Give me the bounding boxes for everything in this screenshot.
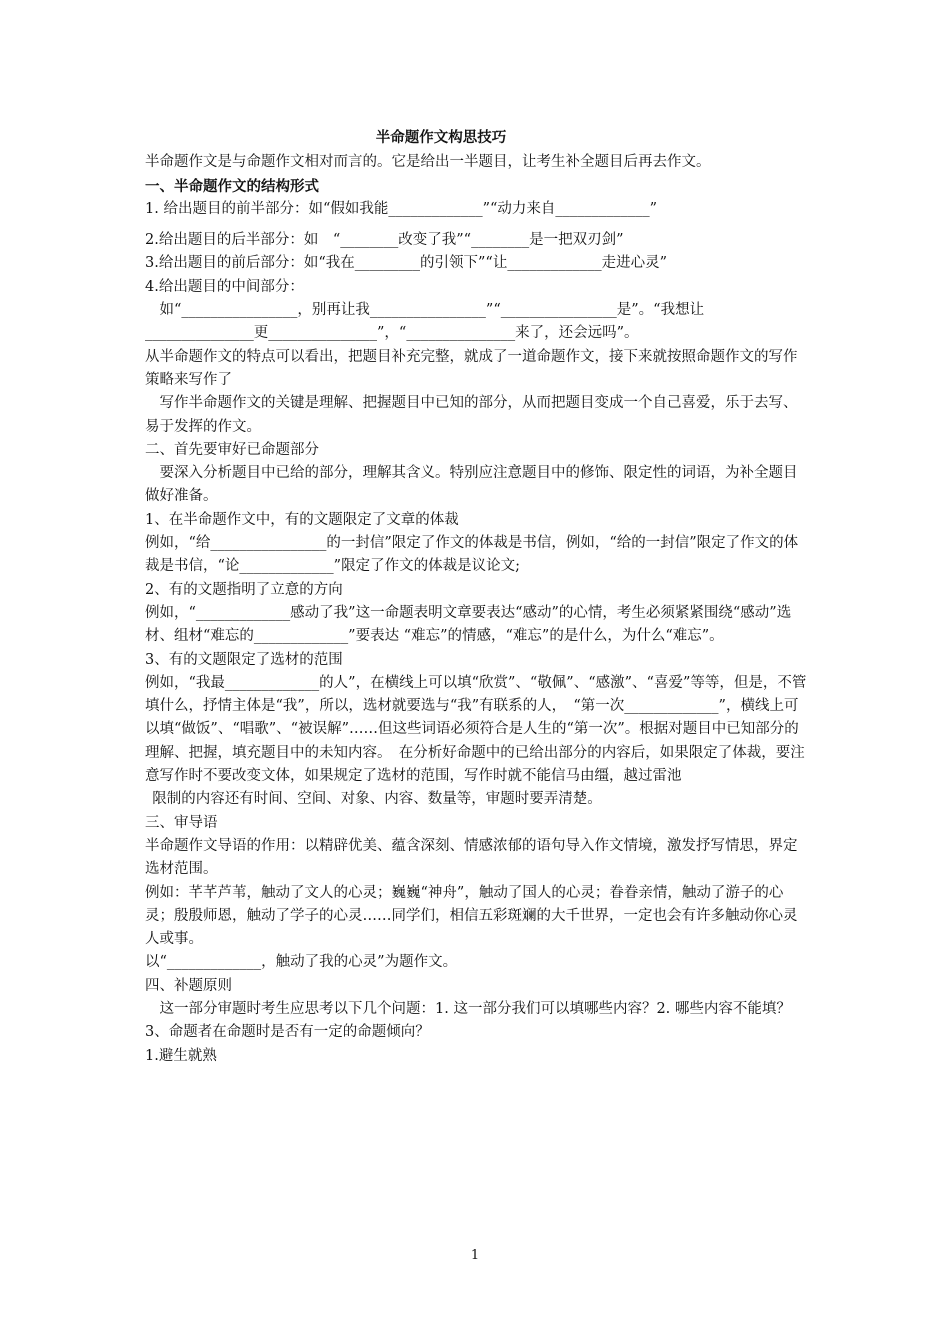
paragraph: 一、半命题作文的结构形式: [145, 177, 319, 195]
paragraph: 1.避生就熟: [145, 1047, 217, 1064]
paragraph: 这一部分审题时考生应思考以下几个问题：1. 这一部分我们可以填哪些内容？2. 哪些内容不能填？3、命题者在命题时是否有一定的命题倾向？: [145, 1000, 791, 1041]
paragraph: 二、首先要审好已命题部分: [145, 441, 319, 458]
paragraph: 2.给出题目的后半部分：如 “________改变了我”“________是一把双刃剑”: [145, 232, 624, 249]
paragraph: 例如，“_____________感动了我”这一命题表明文章要表达“感动”的心情，考生必须紧紧围绕“感动”选材、组材“难忘的_____________”要表达 “难忘”的情感，“难忘”的是什么，为什么“难忘”。: [145, 604, 792, 645]
paragraph: 半命题作文是与命题作文相对而言的。它是给出一半题目，让考生补全题目后再去作文。: [145, 154, 711, 171]
paragraph: 要深入分析题目中已给的部分，理解其含义。特别应注意题目中的修饰、限定性的词语，为补全题目做好准备。: [145, 465, 798, 505]
paragraph: 如“________________，别再让我________________”“________________是”。“我想让_______________更_______________”，“_______________来了，还会远吗”。: [145, 302, 705, 342]
paragraph: 写作半命题作文的关键是理解、把握题目中已知的部分，从而把题目变成一个自己喜爱，乐于去写、易于发挥的作文。: [145, 395, 798, 435]
paragraph: 4.给出题目的中间部分：: [145, 278, 304, 295]
paragraph: 以“_____________，触动了我的心灵”为题作文。: [145, 954, 458, 971]
paragraph: 例如，“给________________的一封信”限定了作文的体裁是书信，例如，“给的一封信”限定了作文的体裁是书信，“论_____________”限定了作文的体裁是议论文;: [145, 535, 799, 575]
page-number: 1: [470, 1248, 480, 1263]
paragraph: 四、补题原则: [145, 977, 232, 994]
paragraph: 1、在半命题作文中，有的文题限定了文章的体裁: [145, 511, 459, 528]
paragraph: 3、有的文题限定了选材的范围: [145, 651, 343, 668]
paragraph: 2、有的文题指明了立意的方向: [145, 581, 343, 598]
paragraph: 从半命题作文的特点可以看出，把题目补充完整，就成了一道命题作文，接下来就按照命题作文的写作策略来写作了: [145, 348, 798, 388]
paragraph-list: [145, 151, 807, 1068]
paragraph: 半命题作文导语的作用：以精辟优美、蕴含深刻、情感浓郁的语句导入作文情境，激发抒写情思，界定选材范围。: [145, 837, 798, 878]
paragraph: 例如：芊芊芦苇，触动了文人的心灵；巍巍“神舟”，触动了国人的心灵；眷眷亲情，触动了游子的心灵；殷殷师恩，触动了学子的心灵……同学们，相信五彩斑斓的大千世界，一定也会有许多触动你心灵人或事。: [145, 884, 798, 948]
paragraph: 3.给出题目的前后部分：如“我在_________的引领下”“让_____________走进心灵”: [145, 255, 667, 272]
paragraph: 例如，“我最_____________的人”，在横线上可以填“欣赏”、“敬佩”、“感激”、“喜爱”等等，但是，不管填什么，抒情主体是“我”，所以，选材就要选与“我”有联系的人， “第一次_____________”，横线上可以填“做饭”、“唱歌”、“被误解”……但这些词语必须符合是人生的“第一次”。根据对题目中已知部分的理解、把握，填充题目中的未知内容。 在分析好命题中的已给出部分的内容后，如果限定了体裁，要注意写作时不要改变文体，如果规定了选材的范围，写作时就不能信马由缰，越过雷池: [145, 674, 807, 785]
paragraph: 三、审导语: [145, 814, 218, 831]
document-title: 半命题作文构思技巧: [375, 129, 507, 146]
paragraph: 限制的内容还有时间、空间、对象、内容、数量等，审题时要弄清楚。: [152, 791, 602, 808]
paragraph: 1. 给出题目的前半部分：如“假如我能_____________”“动力来自_____________”: [145, 200, 658, 217]
document-body: [145, 126, 807, 1068]
